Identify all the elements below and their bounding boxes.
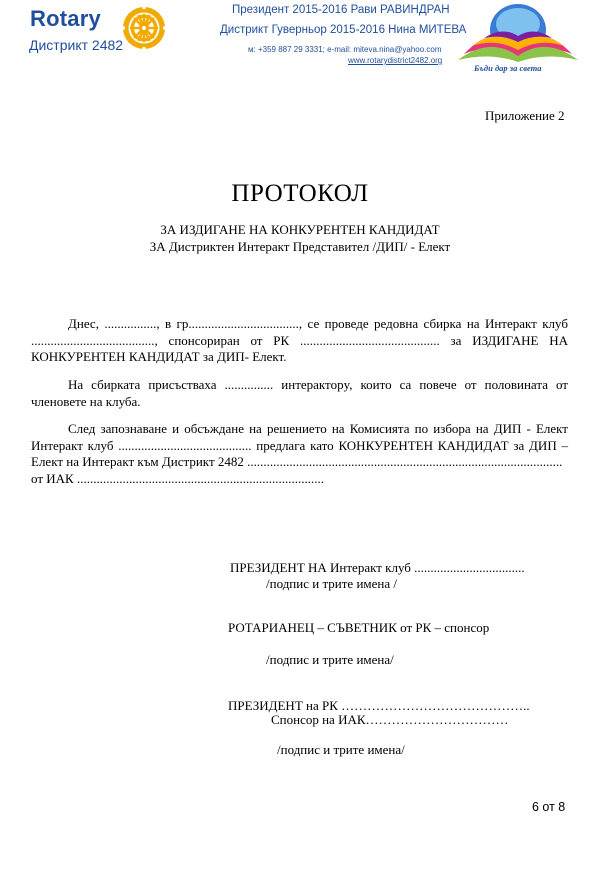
signature-sponsor-iak: Спонсор на ИАК……………………………	[271, 712, 509, 727]
paragraph-attendance	[31, 377, 568, 410]
president-line: Президент 2015-2016 Рави РАВИНДРАН	[232, 4, 450, 16]
paragraph-meeting-text: Днес, ................, в гр.................................., се проведе редовна сбирка на Интеракт клуб ......................................, спонсориран от РК ........................................... за ИЗДИГАНЕ НА КОНКУРЕНТЕН КАНДИДАТ за ДИП- Елект.	[31, 316, 568, 364]
paragraph-decision-text: След запознаване и обсъждане на решението на Комисията по избора на ДИП - Елект Интеракт клуб ......................................... предлага като КОНКУРЕНТЕН КАНДИДАТ за ДИП – Елект на Интеракт към Дистрикт 2482 .................................................................................................	[31, 421, 568, 469]
document-subtitle-2: ЗА Дистриктен Интеракт Представител /ДИП/ - Елект	[149, 239, 451, 254]
page-number: 6 от 8	[532, 800, 566, 814]
paragraph-meeting	[31, 316, 568, 366]
website-link[interactable]: www.rotarydistrict2482.org	[348, 56, 443, 65]
document-subtitle-1: ЗА ИЗДИГАНЕ НА КОНКУРЕНТЕН КАНДИДАТ	[160, 222, 440, 237]
signature-note: /подпис и трите имена/	[266, 652, 394, 667]
contact-line: м: +359 887 29 3331; e-mail: miteva.nina@yahoo.com	[248, 45, 442, 54]
paragraph-decision	[31, 421, 568, 487]
slogan: Бъди дар за света	[474, 63, 542, 73]
annex-label: Приложение 2	[485, 108, 565, 123]
rotary-wordmark: Rotary	[30, 6, 101, 31]
signature-note: /подпис и трите имена /	[266, 576, 397, 591]
signature-rotarian-advisor: РОТАРИАНЕЦ – СЪВЕТНИК от РК – спонсор	[228, 620, 490, 635]
governor-line: Дистрикт Гуверньор 2015-2016 Нина МИТЕВА	[220, 24, 467, 36]
signature-president-club: ПРЕЗИДЕНТ НА Интеракт клуб ..................................	[230, 560, 525, 575]
signature-note: /подпис и трите имена/	[277, 742, 405, 757]
paragraph-attendance-text: На сбирката присъстваха ............... интеракторy, които са повече от половината от членовете на клуба.	[31, 377, 568, 409]
rotary-wheel-icon	[121, 5, 167, 51]
document-title: ПРОТОКОЛ	[231, 180, 369, 207]
district-label: Дистрикт 2482	[29, 37, 124, 53]
signature-president-rc: ПРЕЗИДЕНТ на РК ……………………………………..	[228, 698, 530, 713]
paragraph-decision-iak: от ИАК ............................................................................	[31, 470, 324, 486]
